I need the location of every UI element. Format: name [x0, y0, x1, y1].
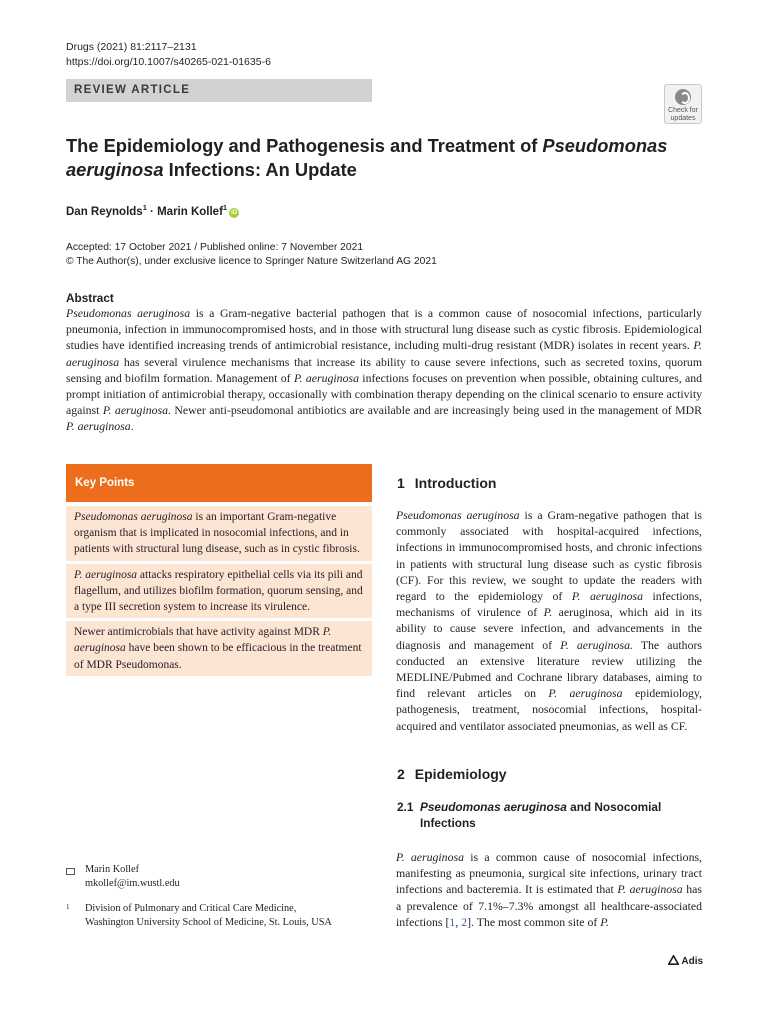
section-heading-epidemiology [397, 766, 507, 782]
check-for-updates-badge[interactable] [664, 84, 702, 124]
author-separator: · [146, 205, 158, 218]
publisher-name: Adis [681, 956, 704, 967]
author-list [66, 203, 239, 218]
epidemiology-paragraph [396, 849, 702, 930]
key-point [66, 564, 372, 619]
key-point-text: have been shown to be efficacious in the treatment of MDR Pseudomonas. [74, 642, 362, 671]
abstract-text: has several virulence mechanisms that increase its ability to cause severe infections, such as secreted toxins, quorum sensing and biofilm formation. Management of [66, 354, 702, 385]
section-number: 1 [397, 475, 405, 491]
accepted-published-line: Accepted: 17 October 2021 / Published online: 7 November 2021 [66, 242, 364, 253]
citation-link[interactable]: 1 [449, 914, 456, 929]
key-point-text: attacks respiratory epithelial cells via its pili and flagellum, and utilizes biofilm formation, quorum sensing, and a type III secretion system to increase its virulence. [74, 568, 363, 614]
introduction-paragraph [396, 507, 702, 734]
abstract-italic: Pseudomonas aeruginosa [66, 306, 191, 320]
epi-text: ]. The most common site of [467, 914, 601, 929]
epi-italic: P. [600, 914, 609, 929]
article-type-bar: REVIEW ARTICLE [66, 79, 372, 102]
intro-italic: P. [543, 605, 553, 620]
citation-link[interactable]: 2 [461, 914, 468, 929]
intro-italic: Pseudomonas aeruginosa [396, 508, 520, 522]
intro-text: infections, mechanisms of virulence of [396, 589, 702, 620]
author-affil-sup: 1 [142, 203, 147, 212]
epi-italic: P. aeruginosa [617, 882, 683, 897]
abstract-text: infections focuses on prevention when possible, obtaining cultures, and prompt initiation of antimicrobial therapy, occasionally with combination therapy depending on the clinical scenario to ensure activity against [66, 370, 703, 418]
journal-citation: Drugs (2021) 81:2117–2131 [66, 41, 197, 53]
doi-link[interactable]: https://doi.org/10.1007/s40265-021-01635-6 [66, 56, 271, 68]
key-point-italic: Pseudomonas aeruginosa [74, 511, 193, 523]
subsection-title: and Nosocomial [566, 800, 662, 814]
abstract-text: . [130, 419, 134, 434]
key-point-italic: P. aeruginosa [74, 568, 138, 581]
author-affil-sup: 1 [222, 203, 228, 212]
affiliation-line: Washington University School of Medicine, St. Louis, USA [85, 916, 332, 928]
intro-italic: P. aeruginosa [571, 589, 644, 604]
abstract-text: is a Gram-negative bacterial pathogen that is a common cause of nosocomial infections, particularly pneumonia, infection in immunocompromised hosts, and in those with structural lung disease such as cystic fibrosis. Epidemiological studies have identified increasing trends of antimicrobial resistance, including multi-drug resistant (MDR) isolates in recent years. [66, 306, 702, 353]
key-point-text: is an important Gram-negative organism that is implicated in nosocomial infections, and in patients with structural lung disease, such as in cystic fibrosis. [74, 511, 360, 556]
envelope-icon [66, 866, 75, 880]
contact-name: Marin Kollef [85, 864, 140, 875]
abstract-italic: P. aeruginosa [293, 370, 359, 385]
crossmark-label-1: Check for [668, 107, 698, 114]
epi-text: is a common cause of nosocomial infections, manifesting as pneumonia, surgical site infections, urinary tract infections and bacteremia. It is estimated that [396, 850, 703, 897]
title-italic: Pseudomonas aeruginosa [66, 135, 668, 180]
affiliation-number: 1 [66, 903, 70, 911]
title-part-2: Infections: An Update [163, 159, 357, 180]
subsection-italic: Pseudomonas aeruginosa [420, 800, 567, 814]
publisher-logo [668, 955, 703, 967]
section-number: 2 [397, 766, 405, 782]
subsection-heading [397, 799, 697, 831]
article-title [66, 134, 686, 182]
abstract-italic: P. aeruginosa [66, 338, 702, 369]
copyright-line: © The Author(s), under exclusive licence to Springer Nature Switzerland AG 2021 [66, 256, 437, 267]
epi-text: has a prevalence of 7.1%–7.3% amongst all healthcare-associated infections [ [396, 882, 702, 929]
journal-header [66, 40, 271, 70]
intro-italic: P. aeruginosa [548, 686, 623, 701]
publication-dates [66, 241, 437, 269]
section-heading-introduction [397, 475, 496, 491]
section-title: Epidemiology [414, 766, 507, 782]
key-point-italic: P. aeruginosa [74, 626, 332, 655]
key-point-text: Newer antimicrobials that have activity against MDR [74, 626, 323, 639]
author-name[interactable]: Marin Kollef [157, 205, 223, 218]
abstract-heading: Abstract [66, 291, 114, 305]
crossmark-label-2: updates [670, 115, 696, 122]
intro-italic: P. aeruginosa. [560, 637, 633, 652]
adis-triangle-icon [668, 955, 679, 965]
author-name[interactable]: Dan Reynolds [66, 205, 143, 218]
section-title: Introduction [414, 475, 497, 491]
affiliation [66, 902, 332, 929]
key-points-heading: Key Points [66, 464, 372, 502]
abstract-italic: P. aeruginosa [102, 403, 169, 418]
key-points-box [66, 464, 372, 704]
intro-text: epidemiology, pathogenesis, treatment, nosocomial infections, hospital-acquired and ventilator associated pneumonias, as well as CF. [396, 686, 702, 733]
orcid-icon[interactable]: iD [231, 209, 238, 216]
title-part-1: The Epidemiology and Pathogenesis and Treatment of [66, 135, 543, 156]
abstract-italic: P. aeruginosa [66, 419, 131, 434]
intro-text: is a Gram-negative pathogen that is commonly associated with hospital-acquired infections, infections in immunocompromised hosts, and chronic infections in patients with structural lung disease such as cystic fibrosis (CF). For this review, we sought to update the readers with regard to the epidemiology of [396, 508, 702, 604]
epi-italic: P. aeruginosa [396, 850, 464, 864]
abstract-body [66, 305, 702, 435]
affiliation-line: Division of Pulmonary and Critical Care Medicine, [85, 903, 297, 914]
subsection-title-line2: Infections [420, 816, 476, 830]
intro-text: aeruginosa, which aid in its ability to cause severe infection, and advancements in the diagnosis and management of [396, 605, 703, 652]
corresponding-author [66, 863, 180, 890]
contact-email[interactable]: mkollef@im.wustl.edu [85, 877, 180, 889]
key-point [66, 506, 372, 561]
subsection-number: 2.1 [397, 800, 414, 814]
abstract-text: . Newer anti-pseudomonal antibiotics are available and are increasingly being used in the management of MDR [168, 403, 702, 418]
citation-separator: , [455, 914, 462, 929]
intro-text: The authors conducted an extensive literature review utilizing the MEDLINE/Pubmed and Cochrane library databases, aiming to find relevant articles on [396, 637, 702, 701]
crossmark-icon [675, 89, 691, 105]
key-point [66, 621, 372, 676]
